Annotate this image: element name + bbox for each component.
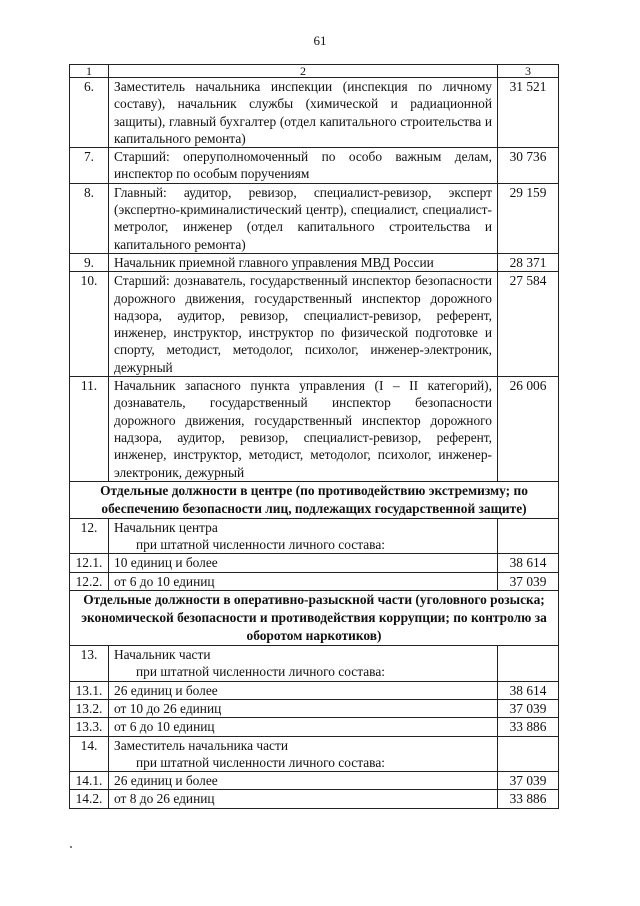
salary-value-empty [498,646,559,682]
row-number: 14.1. [70,772,109,790]
salary-table [69,64,559,809]
salary-value-empty [498,736,559,772]
salary-value: 27 584 [498,272,559,377]
row-number: 13. [70,646,109,682]
position-description: Начальник приемной главного управления МВД России [109,253,498,271]
staff-range: от 6 до 10 единиц [109,572,498,590]
section-heading-row [70,481,559,518]
staff-condition: при штатной численности личного состава: [136,754,385,770]
table-row [70,646,559,682]
table-row [70,572,559,590]
position-description [109,736,498,772]
staff-range: от 6 до 10 единиц [109,718,498,736]
row-number: 12.2. [70,572,109,590]
row-number: 8. [70,183,109,253]
staff-range: от 8 до 26 единиц [109,790,498,808]
table-header-row [70,65,559,78]
salary-value: 30 736 [498,148,559,184]
salary-value: 37 039 [498,572,559,590]
row-number: 12.1. [70,554,109,572]
salary-value: 31 521 [498,78,559,148]
table-row [70,772,559,790]
position-description [109,518,498,554]
section-heading-row [70,591,559,646]
salary-value: 29 159 [498,183,559,253]
row-number: 12. [70,518,109,554]
row-number: 9. [70,253,109,271]
table-row [70,681,559,699]
table-row [70,518,559,554]
table-row [70,272,559,377]
position-description: Начальник запасного пункта управления (I – II категорий), дознаватель, государственный инспектор безопасности дорожного движения, государственный инспектор дорожного надзора, аудитор, ревизор, специалист-ревизор, референт, инженер, инструктор, методист, методолог, психолог, инженер-электроник, дежурный [109,377,498,482]
section-heading: Отдельные должности в оперативно-разыскной части (уголовного розыска; экономической безопасности и противодействия коррупции; по контролю за оборотом наркотиков) [70,591,559,646]
salary-value: 33 886 [498,718,559,736]
column-header-3: 3 [498,65,559,78]
staff-range: 26 единиц и более [109,681,498,699]
staff-range: 26 единиц и более [109,772,498,790]
staff-range: от 10 до 26 единиц [109,699,498,717]
table-row [70,78,559,148]
salary-value: 38 614 [498,681,559,699]
staff-condition: при штатной численности личного состава: [136,664,385,680]
salary-value: 37 039 [498,772,559,790]
table-row [70,377,559,482]
position-title: Начальник части [114,647,211,663]
salary-value: 33 886 [498,790,559,808]
table-row [70,736,559,772]
staff-condition: при штатной численности личного состава: [136,537,385,553]
table-row [70,718,559,736]
row-number: 13.1. [70,681,109,699]
position-title: Заместитель начальника части [114,737,289,753]
salary-value: 28 371 [498,253,559,271]
salary-value: 38 614 [498,554,559,572]
salary-value-empty [498,518,559,554]
row-number: 11. [70,377,109,482]
row-number: 7. [70,148,109,184]
table-row [70,148,559,184]
row-number: 10. [70,272,109,377]
table-row [70,183,559,253]
table-row [70,790,559,808]
column-header-2: 2 [109,65,498,78]
salary-value: 26 006 [498,377,559,482]
position-description: Старший: дознаватель, государственный инспектор безопасности дорожного движения, государственный инспектор дорожного надзора, аудитор, ревизор, специалист-ревизор, референт, инженер, инструктор, инструктор по физической подготовке и спорту, методист, методолог, психолог, инженер-электроник, дежурный [109,272,498,377]
row-number: 6. [70,78,109,148]
row-number: 14. [70,736,109,772]
position-description [109,646,498,682]
row-number: 13.2. [70,699,109,717]
position-description: Главный: аудитор, ревизор, специалист-ревизор, эксперт (экспертно-криминалистический центр), специалист, специалист-метролог, инженер (отдел капитального строительства и капитального ремонта) [109,183,498,253]
position-description: Заместитель начальника инспекции (инспекция по личному составу), начальник службы (химической и радиационной защиты), главный бухгалтер (отдел капитального строительства и капитального ремонта) [109,78,498,148]
row-number: 13.3. [70,718,109,736]
table-row [70,554,559,572]
position-title: Начальник центра [114,519,218,535]
row-number: 14.2. [70,790,109,808]
table-row [70,253,559,271]
table-row [70,699,559,717]
scan-speck [70,846,72,848]
salary-value: 37 039 [498,699,559,717]
page-number: 61 [313,33,327,48]
position-description: Старший: оперуполномоченный по особо важным делам, инспектор по особым поручениям [109,148,498,184]
column-header-1: 1 [70,65,109,78]
staff-range: 10 единиц и более [109,554,498,572]
section-heading: Отдельные должности в центре (по противодействию экстремизму; по обеспечению безопасности лиц, подлежащих государственной защите) [70,481,559,518]
